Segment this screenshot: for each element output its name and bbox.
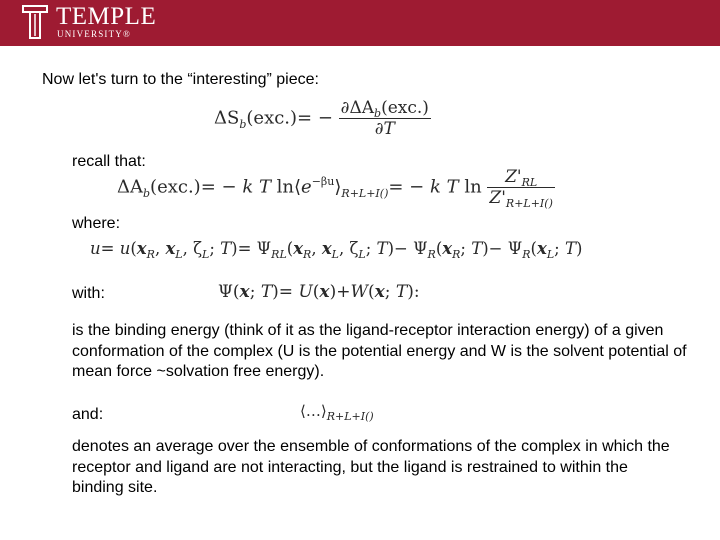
and-label: and: bbox=[72, 406, 104, 423]
equation-entropy: $\Delta S_b(exc.)=$ − $\frac{\partial\Delta A_b(exc.)}{\partial T}$ bbox=[214, 98, 429, 139]
brand-name: TEMPLE bbox=[56, 3, 157, 30]
temple-t-logo-icon bbox=[22, 5, 48, 39]
header-banner bbox=[0, 0, 720, 46]
equation-binding-energy: $u= u(x_R$, $x_L$, $\zeta_L$; $T)= \Psi_{RL}(x_R$, $x_L$, $\zeta_L$; $T)- \Psi_R(x_R$; $T)- \Psi_R(x_L$; T) bbox=[90, 239, 583, 261]
intro-text: Now let's turn to the “interesting” piece: bbox=[42, 71, 319, 88]
ensemble-average-description: denotes an average over the ensemble of conformations of the complex in which the receptor and ligand are not interacting, but the ligand is restrained to within the binding site. bbox=[72, 438, 670, 496]
equation-free-energy: $\Delta A_b(exc.)= - k$ T $\ln⟨e^{-\beta u}⟩_{R+L+I()}= - k$ T ln $\frac{Z'_{RL}}{Z'_{R+L+I()}}$ bbox=[117, 167, 553, 210]
brand-subtitle: UNIVERSITY® bbox=[57, 29, 132, 39]
binding-energy-description: is the binding energy (think of it as the ligand-receptor interaction energy) of a given conformation of the complex (U is the potential energy and W is the solvent potential of mean force ~solvation free energy). bbox=[72, 322, 687, 380]
where-label: where: bbox=[72, 215, 121, 232]
equation-psi: Ψ(x; T)= U(x)+W(x; T): bbox=[218, 282, 420, 302]
recall-label: recall that: bbox=[72, 153, 146, 170]
with-label: with: bbox=[72, 285, 105, 302]
equation-ensemble-average: $⟨\dots⟩_{R+L+I()}$ bbox=[300, 402, 374, 423]
